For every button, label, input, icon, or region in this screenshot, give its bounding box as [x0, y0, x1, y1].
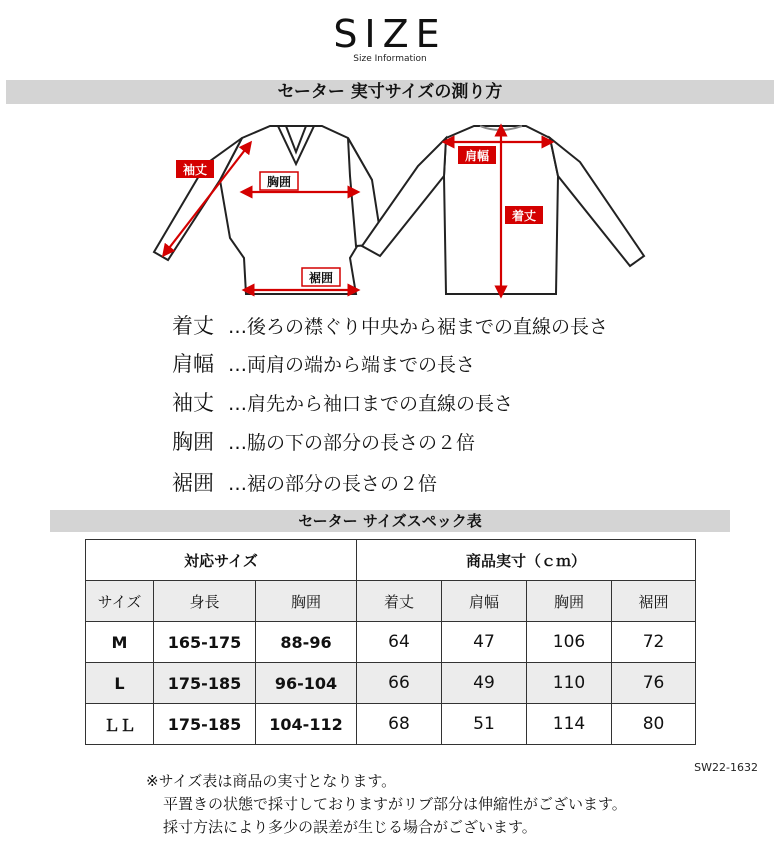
- note-line: 平置きの状態で採寸しておりますがリブ部分は伸縮性がございます。: [163, 795, 627, 813]
- hem-label: 裾囲: [308, 271, 334, 285]
- page-subtitle: Size Information: [353, 54, 427, 64]
- note-line: ※サイズ表は商品の実寸となります。: [146, 772, 397, 790]
- column-header: 胸囲: [527, 581, 612, 622]
- back-sweater: [362, 126, 644, 294]
- column-header: 肩幅: [442, 581, 527, 622]
- size-spec-table: [85, 539, 696, 745]
- sweater-illustration: [150, 116, 650, 306]
- group-header-left: 対応サイズ: [86, 540, 357, 581]
- shoulder-label: 肩幅: [464, 149, 490, 163]
- column-header: 着丈: [357, 581, 442, 622]
- measure-section-header: セーター 実寸サイズの測り方: [6, 80, 774, 104]
- group-header-right: 商品実寸（ｃｍ）: [357, 540, 696, 581]
- table-row: L 175-185 96-104 66 49 110 76: [86, 663, 696, 704]
- table-group-header-row: [86, 540, 696, 581]
- product-code: SW22-1632: [694, 761, 758, 774]
- note-line: 採寸方法により多少の誤差が生じる場合がございます。: [163, 818, 537, 836]
- table-column-header-row: [86, 581, 696, 622]
- page-title: SIZE: [333, 12, 447, 56]
- column-header: 裾囲: [612, 581, 696, 622]
- front-sweater: [154, 126, 382, 294]
- legend-item: 着丈 …後ろの襟ぐり中央から裾までの直線の長さ: [172, 314, 609, 338]
- chest-label: 胸囲: [266, 175, 292, 189]
- sweater-diagram: [150, 116, 650, 306]
- legend-item: 胸囲 …脇の下の部分の長さの２倍: [172, 430, 476, 454]
- sleeve-label: 袖丈: [182, 163, 208, 177]
- legend-item: 肩幅 …両肩の端から端までの長さ: [172, 352, 476, 376]
- table-row: M 165-175 88-96 64 47 106 72: [86, 622, 696, 663]
- column-header: サイズ: [86, 581, 154, 622]
- length-label: 着丈: [511, 209, 537, 223]
- column-header: 身長: [154, 581, 256, 622]
- table-row: ＬＬ 175-185 104-112 68 51 114 80: [86, 704, 696, 745]
- spec-section-header: セーター サイズスペック表: [50, 510, 730, 532]
- legend-item: 裾囲 …裾の部分の長さの２倍: [172, 471, 438, 495]
- column-header: 胸囲: [256, 581, 357, 622]
- notes: [146, 770, 627, 839]
- legend-item: 袖丈 …肩先から袖口までの直線の長さ: [172, 391, 514, 415]
